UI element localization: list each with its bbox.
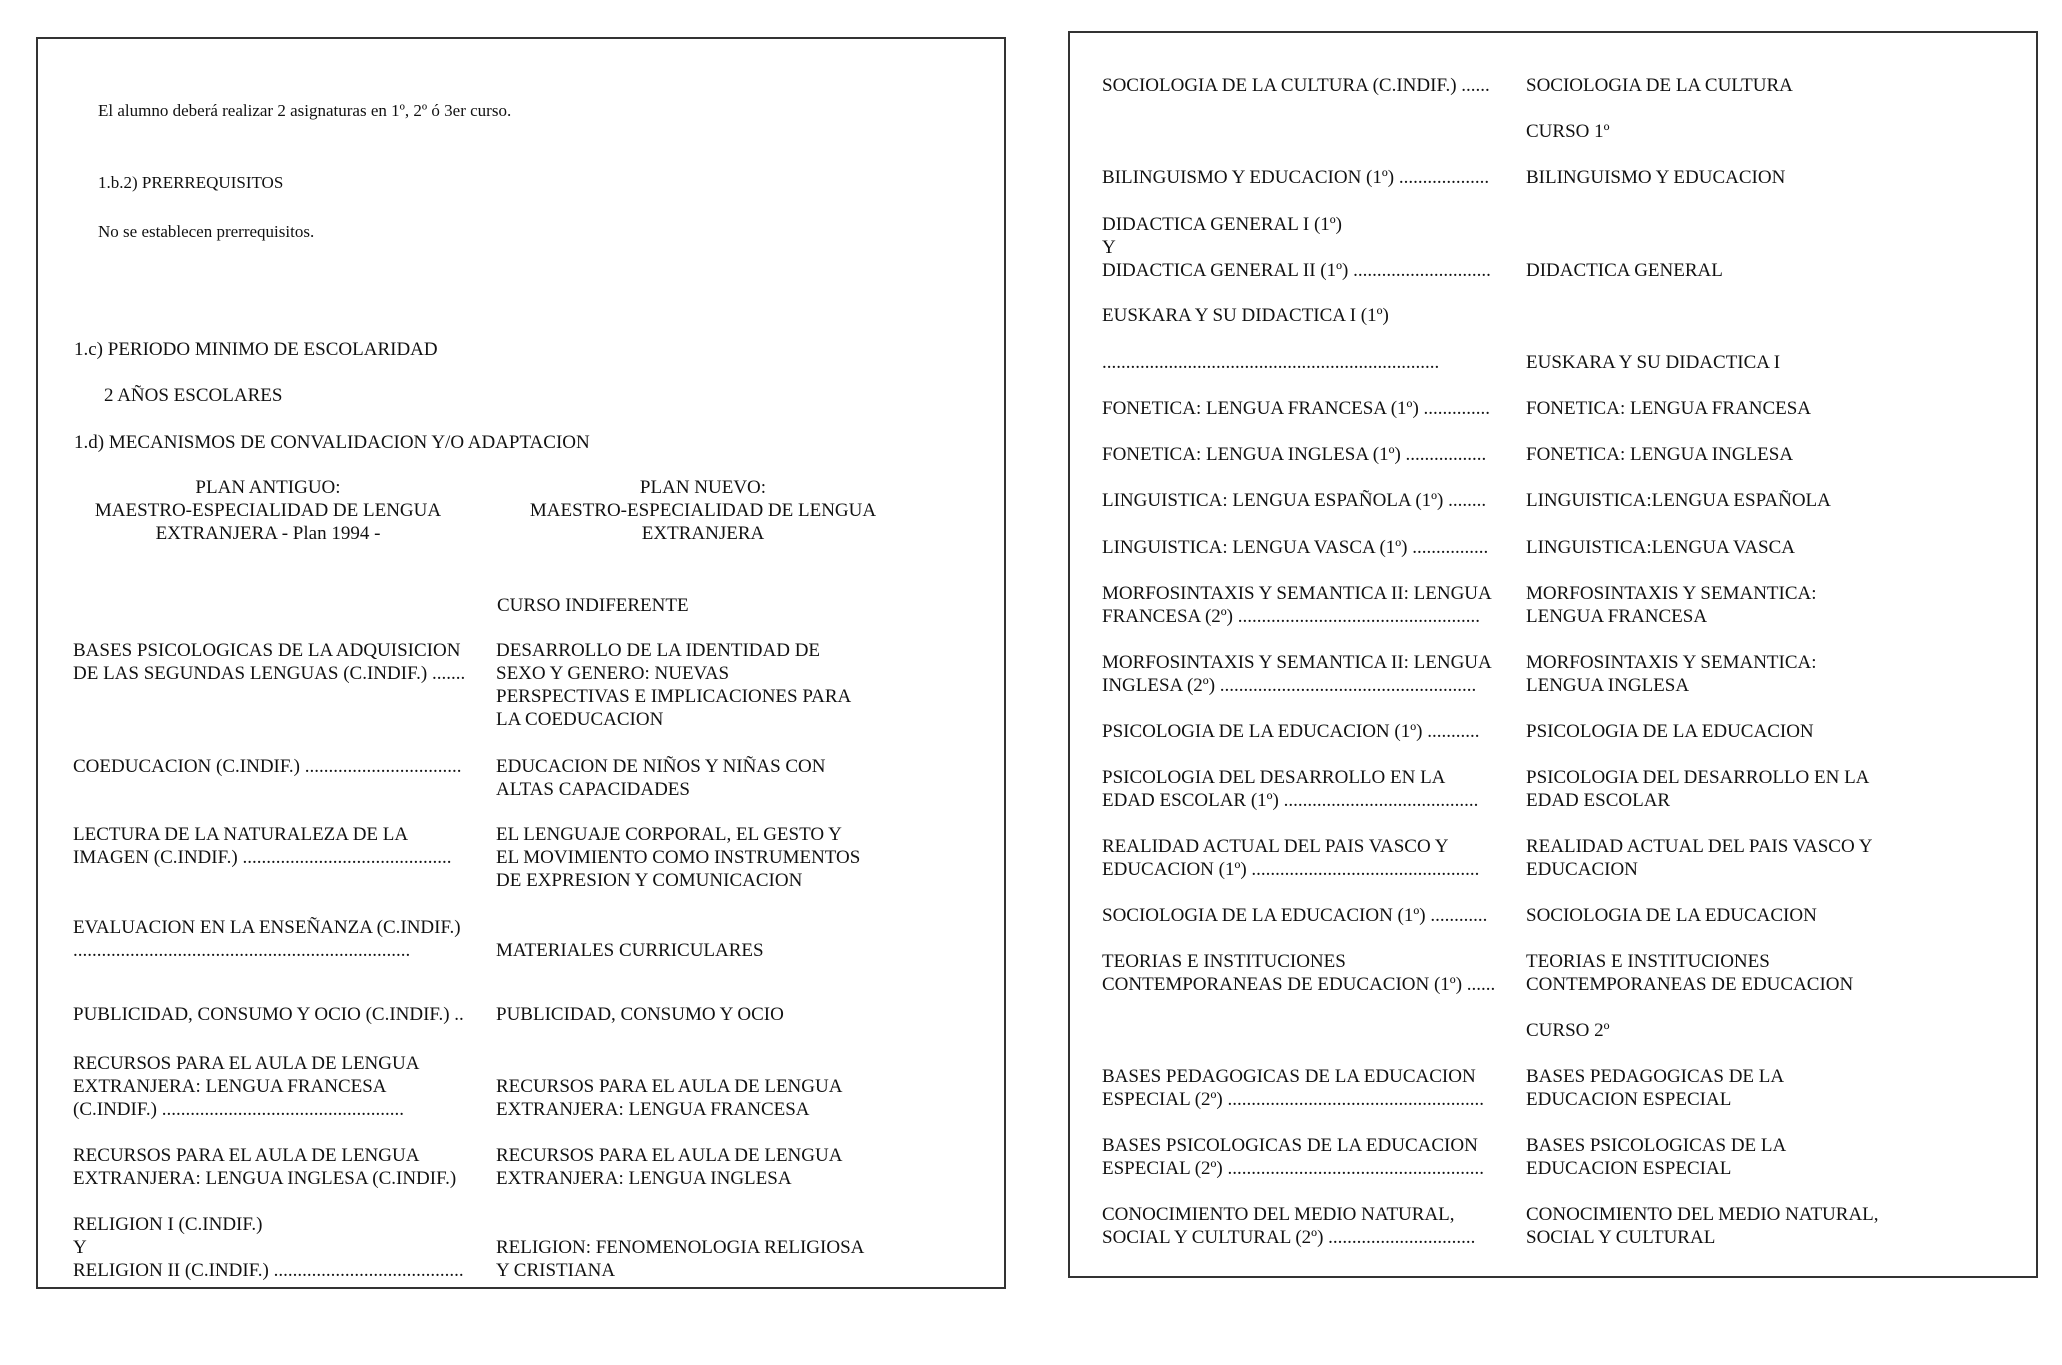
old-subject-line: ESPECIAL (2º) ...................................................... [1102,1089,1485,1110]
mecanismos-title: 1.d) MECANISMOS DE CONVALIDACION Y/O ADAPTACION [74,432,590,453]
table-row-new-subject [1526,1203,1916,1249]
left-page [36,37,1006,1289]
old-subject-line: SOCIOLOGIA DE LA CULTURA (C.INDIF.) ...... [1102,75,1490,96]
new-subject-line [1526,236,1916,259]
table-row-new-subject [1526,489,1916,512]
new-subject-line: CONTEMPORANEAS DE EDUCACION [1526,974,1854,995]
new-subject-line: BILINGUISMO Y EDUCACION [1526,167,1786,188]
old-subject-line: INGLESA (2º) ...................................................... [1102,675,1477,696]
old-subject-line: SOCIOLOGIA DE LA EDUCACION (1º) ............ [1102,905,1488,926]
table-row-old-subject [1102,536,1512,559]
new-subject-line: PUBLICIDAD, CONSUMO Y OCIO [496,1004,784,1025]
right-page [1068,31,2038,1278]
old-subject-line: DIDACTICA GENERAL II (1º) ............................. [1102,260,1491,281]
new-subject-line: LENGUA FRANCESA [1526,606,1708,627]
new-subject-line [1526,304,1916,327]
old-subject-line: Y [73,1237,87,1258]
table-row-old-subject [1102,766,1512,812]
old-subject-line: LINGUISTICA: LENGUA VASCA (1º) ................ [1102,537,1489,558]
periodo-title: 1.c) PERIODO MINIMO DE ESCOLARIDAD [74,339,438,360]
new-subject-line: RELIGION: FENOMENOLOGIA RELIGIOSA [496,1237,865,1258]
table-row-old-subject [1102,1134,1512,1180]
new-subject-line: ALTAS CAPACIDADES [496,779,690,800]
table-row-new-subject [496,916,886,962]
new-subject-line: CONOCIMIENTO DEL MEDIO NATURAL, [1526,1204,1879,1225]
new-subject-line: FONETICA: LENGUA INGLESA [1526,444,1794,465]
table-row-old-subject [73,755,473,778]
old-subject-line: DE LAS SEGUNDAS LENGUAS (C.INDIF.) ....... [73,663,466,684]
old-subject-line: EDAD ESCOLAR (1º) ......................................... [1102,790,1479,811]
table-row-old-subject [73,1213,473,1282]
new-subject-line: LINGUISTICA:LENGUA VASCA [1526,537,1796,558]
table-row-old-subject [73,916,473,962]
new-subject-line: EDUCACION DE NIÑOS Y NIÑAS CON [496,756,826,777]
new-subject-line: LA COEDUCACION [496,709,664,730]
table-row-new-subject [1526,720,1916,743]
old-subject-line: MORFOSINTAXIS Y SEMANTICA II: LENGUA [1102,583,1492,604]
new-subject-line: SOCIOLOGIA DE LA EDUCACION [1526,905,1817,926]
old-subject-line: ....................................................................... [1102,352,1440,373]
new-subject-line: MORFOSINTAXIS Y SEMANTICA: [1526,583,1817,604]
new-subject-line: EDAD ESCOLAR [1526,790,1671,811]
old-subject-line: EXTRANJERA: LENGUA INGLESA (C.INDIF.) [73,1168,457,1189]
old-subject-line: PUBLICIDAD, CONSUMO Y OCIO (C.INDIF.) .. [73,1004,464,1025]
plan-new-header [503,476,903,545]
new-subject-line: SOCIAL Y CULTURAL [1526,1227,1716,1248]
new-subject-line: BASES PEDAGOGICAS DE LA [1526,1066,1785,1087]
table-row-old-subject [1102,1019,1512,1042]
table-row-new-subject [1526,166,1916,189]
table-row-new-subject [1526,950,1916,996]
table-row-new-subject [1526,536,1916,559]
old-subject-line: EVALUACION EN LA ENSEÑANZA (C.INDIF.) [73,917,461,938]
table-row-old-subject [1102,489,1512,512]
table-row-new-subject [496,1052,886,1121]
old-subject-line: DIDACTICA GENERAL I (1º) [1102,214,1343,235]
old-subject-line: ESPECIAL (2º) ...................................................... [1102,1158,1485,1179]
table-row-new-subject [1526,904,1916,927]
old-subject-line: BASES PSICOLOGICAS DE LA EDUCACION [1102,1135,1478,1156]
table-row-new-subject [496,1213,886,1282]
prereq-title: 1.b.2) PRERREQUISITOS [98,173,284,192]
old-subject-line: COEDUCACION (C.INDIF.) ................................. [73,756,462,777]
old-subject-line [1102,120,1512,143]
new-subject-line: EDUCACION ESPECIAL [1526,1158,1732,1179]
new-subject-line: PERSPECTIVAS E IMPLICACIONES PARA [496,686,852,707]
new-subject-line: EDUCACION ESPECIAL [1526,1089,1732,1110]
old-subject-line: IMAGEN (C.INDIF.) ............................................ [73,847,452,868]
table-row-old-subject [1102,720,1512,743]
table-row-new-subject [1526,1134,1916,1180]
table-row-new-subject [496,639,886,731]
table-row-old-subject [1102,904,1512,927]
old-subject-line: Y [1102,237,1116,258]
old-subject-line: SOCIAL Y CULTURAL (2º) ............................... [1102,1227,1476,1248]
table-row-old-subject [1102,351,1512,374]
old-subject-line: CONTEMPORANEAS DE EDUCACION (1º) ...... [1102,974,1496,995]
table-row-new-subject [1526,120,1916,143]
plan-old-header [68,476,468,545]
table-row-new-subject [1526,1065,1916,1111]
table-row-new-subject [496,1144,886,1190]
table-row-old-subject [73,1052,473,1121]
new-subject-line: SEXO Y GENERO: NUEVAS [496,663,730,684]
new-subject-line: RECURSOS PARA EL AULA DE LENGUA [496,1076,843,1097]
table-row-old-subject [73,823,473,869]
old-subject-line: FRANCESA (2º) ................................................... [1102,606,1480,627]
new-subject-line: TEORIAS E INSTITUCIONES [1526,951,1770,972]
new-subject-line: PSICOLOGIA DEL DESARROLLO EN LA [1526,767,1870,788]
table-row-new-subject [496,1003,886,1026]
new-subject-line [496,1052,886,1075]
new-subject-line: DIDACTICA GENERAL [1526,260,1723,281]
table-row-new-subject [496,823,886,892]
table-row-old-subject [73,1003,473,1026]
new-subject-line: EXTRANJERA: LENGUA INGLESA [496,1168,792,1189]
new-subject-line: RECURSOS PARA EL AULA DE LENGUA [496,1145,843,1166]
plan-old-line: MAESTRO-ESPECIALIDAD DE LENGUA [94,500,442,521]
periodo-text: 2 AÑOS ESCOLARES [104,385,283,406]
plan-old-line: EXTRANJERA - Plan 1994 - [155,523,381,544]
old-subject-line: EXTRANJERA: LENGUA FRANCESA [73,1076,387,1097]
table-row-old-subject [1102,582,1512,628]
old-subject-line: RECURSOS PARA EL AULA DE LENGUA [73,1053,420,1074]
new-subject-line [496,916,886,939]
table-row-new-subject [1526,443,1916,466]
old-subject-line: RELIGION I (C.INDIF.) [73,1214,263,1235]
old-subject-line: LINGUISTICA: LENGUA ESPAÑOLA (1º) ........ [1102,490,1487,511]
new-subject-line [496,1213,886,1236]
new-subject-line: EDUCACION [1526,859,1638,880]
new-subject-line: DESARROLLO DE LA IDENTIDAD DE [496,640,821,661]
old-subject-line: ....................................................................... [73,940,411,961]
old-subject-line [1102,1019,1512,1042]
table-row-new-subject [496,755,886,801]
old-subject-line: RECURSOS PARA EL AULA DE LENGUA [73,1145,420,1166]
table-row-old-subject [1102,166,1512,189]
new-subject-line: BASES PSICOLOGICAS DE LA [1526,1135,1787,1156]
new-subject-line: CURSO 1º [1526,121,1610,142]
table-row-new-subject [1526,74,1916,97]
table-row-old-subject [73,639,473,685]
table-row-new-subject [1526,766,1916,812]
table-row-old-subject [1102,120,1512,143]
old-subject-line: BASES PEDAGOGICAS DE LA EDUCACION [1102,1066,1476,1087]
note-text: El alumno deberá realizar 2 asignaturas en 1º, 2º ó 3er curso. [98,101,512,120]
old-subject-line: LECTURA DE LA NATURALEZA DE LA [73,824,409,845]
old-subject-line: MORFOSINTAXIS Y SEMANTICA II: LENGUA [1102,652,1492,673]
old-subject-line: TEORIAS E INSTITUCIONES [1102,951,1346,972]
old-subject-line: CONOCIMIENTO DEL MEDIO NATURAL, [1102,1204,1455,1225]
old-subject-line: EDUCACION (1º) ................................................ [1102,859,1480,880]
table-row-new-subject [1526,397,1916,420]
new-subject-line [1526,213,1916,236]
old-subject-line: (C.INDIF.) ................................................... [73,1099,404,1120]
table-row-new-subject [1526,213,1916,282]
new-subject-line: DE EXPRESION Y COMUNICACION [496,870,803,891]
table-row-old-subject [1102,397,1512,420]
prereq-text: No se establecen prerrequisitos. [98,222,315,241]
old-subject-line: FONETICA: LENGUA INGLESA (1º) ................. [1102,444,1487,465]
curso-indiferente-label: CURSO INDIFERENTE [497,595,689,616]
plan-new-line: MAESTRO-ESPECIALIDAD DE LENGUA [529,500,877,521]
table-row-new-subject [1526,351,1916,374]
plan-old-line: PLAN ANTIGUO: [195,477,341,498]
new-subject-line: LENGUA INGLESA [1526,675,1690,696]
old-subject-line: FONETICA: LENGUA FRANCESA (1º) .............. [1102,398,1491,419]
new-subject-line: EL LENGUAJE CORPORAL, EL GESTO Y [496,824,842,845]
new-subject-line: MATERIALES CURRICULARES [496,940,764,961]
table-row-new-subject [1526,304,1916,327]
new-subject-line: CURSO 2º [1526,1020,1610,1041]
new-subject-line: EL MOVIMIENTO COMO INSTRUMENTOS [496,847,861,868]
table-row-new-subject [1526,835,1916,881]
table-row-old-subject [1102,1203,1512,1249]
new-subject-line: Y CRISTIANA [496,1260,616,1281]
old-subject-line: RELIGION II (C.INDIF.) ........................................ [73,1260,464,1281]
table-row-new-subject [1526,1019,1916,1042]
table-row-old-subject [1102,74,1512,97]
old-subject-line: PSICOLOGIA DEL DESARROLLO EN LA [1102,767,1446,788]
table-row-old-subject [1102,835,1512,881]
table-row-old-subject [1102,213,1512,282]
table-row-old-subject [1102,950,1512,996]
table-row-new-subject [1526,582,1916,628]
plan-new-line: EXTRANJERA [641,523,765,544]
table-row-old-subject [1102,1065,1512,1111]
new-subject-line: REALIDAD ACTUAL DEL PAIS VASCO Y [1526,836,1873,857]
new-subject-line: FONETICA: LENGUA FRANCESA [1526,398,1812,419]
new-subject-line: LINGUISTICA:LENGUA ESPAÑOLA [1526,490,1831,511]
old-subject-line: BILINGUISMO Y EDUCACION (1º) ................... [1102,167,1490,188]
new-subject-line: PSICOLOGIA DE LA EDUCACION [1526,721,1814,742]
old-subject-line: PSICOLOGIA DE LA EDUCACION (1º) ........... [1102,721,1480,742]
old-subject-line: REALIDAD ACTUAL DEL PAIS VASCO Y [1102,836,1449,857]
plan-new-line: PLAN NUEVO: [639,477,767,498]
table-row-old-subject [73,1144,473,1190]
new-subject-line: EXTRANJERA: LENGUA FRANCESA [496,1099,810,1120]
table-row-old-subject [1102,304,1512,327]
table-row-new-subject [1526,651,1916,697]
new-subject-line: MORFOSINTAXIS Y SEMANTICA: [1526,652,1817,673]
old-subject-line: BASES PSICOLOGICAS DE LA ADQUISICION [73,640,461,661]
table-row-old-subject [1102,651,1512,697]
table-row-old-subject [1102,443,1512,466]
old-subject-line: EUSKARA Y SU DIDACTICA I (1º) [1102,305,1389,326]
new-subject-line: SOCIOLOGIA DE LA CULTURA [1526,75,1793,96]
new-subject-line: EUSKARA Y SU DIDACTICA I [1526,352,1781,373]
